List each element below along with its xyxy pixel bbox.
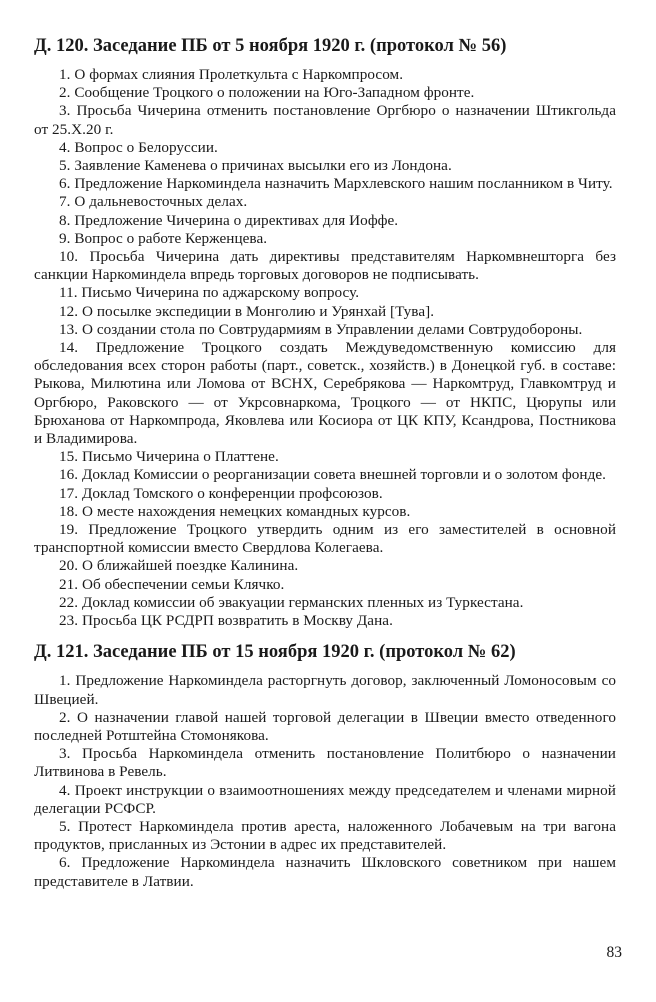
- section-title: Д. 121. Заседание ПБ от 15 ноября 1920 г. (протокол № 62): [34, 642, 516, 663]
- section-d121: [34, 640, 616, 890]
- agenda-item: 2. О назначении главой нашей торговой делегации в Швеции вместо отведенного последней Ротштейна Стомонякова.: [34, 708, 616, 744]
- agenda-item: 23. Просьба ЦК РСДРП возвратить в Москву Дана.: [59, 612, 393, 630]
- agenda-item: 14. Предложение Троцкого создать Междуведомственную комиссию для обследования всех сторон работы (парт., советск., хозяйств.) в Донецкой губ. в составе: Рыкова, Милютина или Ломова от ВСНХ, Серебрякова — Наркомтруд, Главкомтруд и Оргбюро, Раковского — от Укрсовнаркома, Троцкого — от НКПС, Цюрупы или Брюханова от Наркомпрода, Яковлева или Косиора от ЦК КПУ, Ксандрова, Постникова и Владимирова.: [34, 339, 616, 448]
- section-d120: [34, 34, 616, 630]
- agenda-item: 5. Заявление Каменева о причинах высылки его из Лондона.: [59, 157, 452, 175]
- document-page: [34, 34, 616, 891]
- agenda-item: 3. Просьба Чичерина отменить постановление Оргбюро о назначении Штикгольда от 25.X.20 г.: [34, 102, 616, 138]
- agenda-list: [34, 672, 616, 890]
- agenda-item: 6. Предложение Наркоминдела назначить Мархлевского нашим посланником в Читу.: [59, 175, 613, 193]
- agenda-item: 1. Предложение Наркоминдела расторгнуть договор, заключенный Ломоносовым со Швецией.: [34, 672, 616, 708]
- agenda-item: 17. Доклад Томского о конференции профсоюзов.: [59, 484, 383, 502]
- agenda-item: 6. Предложение Наркоминдела назначить Шкловского советником при нашем представителе в Латвии.: [34, 854, 616, 890]
- agenda-item: 1. О формах слияния Пролеткульта с Наркомпросом.: [59, 66, 404, 83]
- agenda-item: 4. Вопрос о Белоруссии.: [59, 138, 218, 156]
- agenda-item: 11. Письмо Чичерина по аджарскому вопросу.: [59, 284, 360, 302]
- agenda-item: 7. О дальневосточных делах.: [59, 193, 248, 211]
- agenda-item: 18. О месте нахождения немецких командных курсов.: [59, 502, 411, 520]
- agenda-item: 20. О ближайшей поездке Калинина.: [59, 557, 299, 575]
- agenda-item: 13. О создании стола по Совтрудармиям в Управлении делами Совтрудобороны.: [59, 320, 583, 338]
- section-title: Д. 120. Заседание ПБ от 5 ноября 1920 г. (протокол № 56): [34, 36, 507, 56]
- agenda-item: 10. Просьба Чичерина дать директивы представителям Наркомвнешторга без санкции Наркоминдела впредь торговых договоров не подписывать.: [34, 248, 616, 284]
- agenda-item: 16. Доклад Комиссии о реорганизации совета внешней торговли и о золотом фонде.: [59, 466, 607, 484]
- agenda-item: 5. Протест Наркоминдела против ареста, наложенного Лобачевым на три вагона продуктов, присланных из Эстонии в адрес их представителей.: [34, 817, 616, 854]
- agenda-item: 21. Об обеспечении семьи Клячко.: [59, 575, 285, 593]
- agenda-item: 4. Проект инструкции о взаимоотношениях между председателем и членами мирной делегации РСФСР.: [34, 781, 616, 817]
- agenda-item: 19. Предложение Троцкого утвердить одним из его заместителей в основной транспортной комиссии вместо Свердлова Колегаева.: [34, 521, 616, 557]
- agenda-item: 2. Сообщение Троцкого о положении на Юго-Западном фронте.: [59, 84, 475, 102]
- agenda-item: 8. Предложение Чичерина о директивах для Иоффе.: [59, 211, 399, 229]
- agenda-item: 15. Письмо Чичерина о Платтене.: [59, 448, 279, 466]
- agenda-item: 22. Доклад комиссии об эвакуации германских пленных из Туркестана.: [59, 593, 524, 611]
- agenda-item: 12. О посылке экспедиции в Монголию и Урянхай [Тува].: [59, 302, 435, 320]
- agenda-list: [34, 66, 616, 630]
- page-number: 83: [606, 944, 622, 961]
- agenda-item: 3. Просьба Наркоминдела отменить постановление Политбюро о назначении Литвинова в Ревель.: [34, 745, 616, 781]
- agenda-item: 9. Вопрос о работе Керженцева.: [59, 229, 268, 247]
